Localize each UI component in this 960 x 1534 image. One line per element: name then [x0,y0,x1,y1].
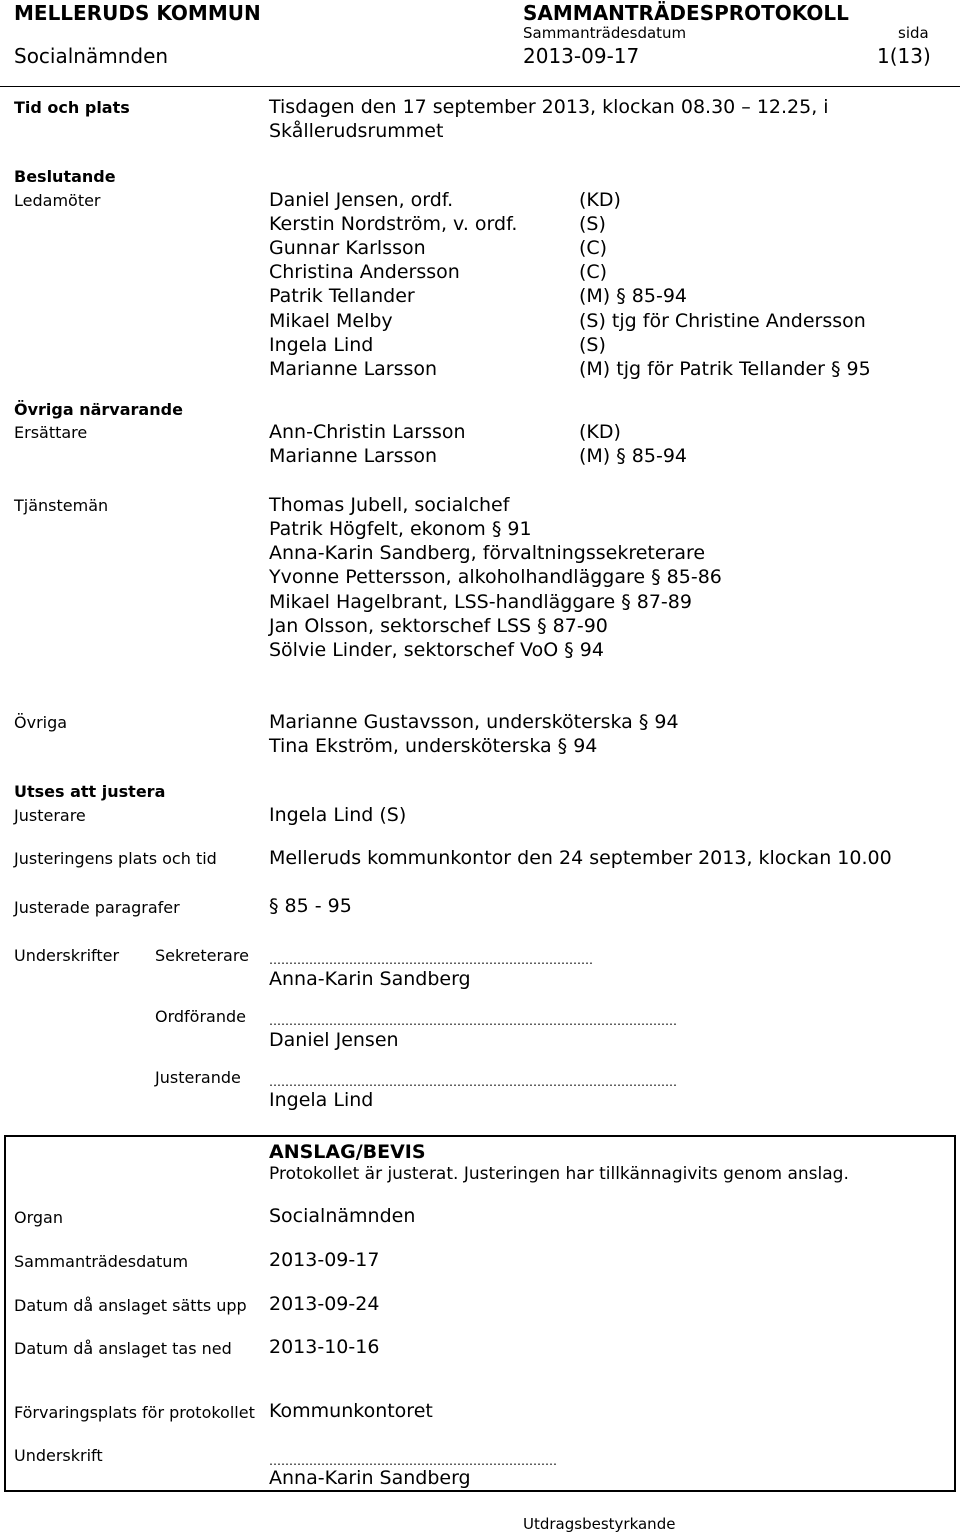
secretary-label: Sekreterare [155,946,249,965]
member-name: Gunnar Karlsson [269,237,426,259]
removed-date-label: Datum då anslaget tas ned [14,1339,232,1358]
member-note: (C) [579,237,608,259]
member-name: Patrik Tellander [269,285,415,307]
chair-label: Ordförande [155,1007,246,1026]
signature-label: Underskrift [14,1446,103,1465]
other-label: Övriga [14,713,68,732]
official-item: Thomas Jubell, socialchef [269,494,510,516]
chair-signature-line: ………………………………………………………………………………………… [269,1014,677,1028]
officials-label: Tjänstemän [14,496,109,515]
member-name: Christina Andersson [269,261,460,283]
adjuster-name: Ingela Lind (S) [269,804,407,826]
removed-date: 2013-10-16 [269,1336,380,1358]
official-item: Anna-Karin Sandberg, förvaltningssekreterare [269,542,706,564]
secretary-name: Anna-Karin Sandberg [269,968,471,990]
notice-text: Protokollet är justerat. Justeringen har tillkännagivits genom anslag. [269,1164,849,1184]
adjusting-name: Ingela Lind [269,1089,374,1111]
meeting-date: 2013-09-17 [523,44,640,68]
member-note: (M) § 85-94 [579,285,688,307]
member-note: (S) [579,334,606,356]
footer-certification: Utdragsbestyrkande [523,1515,676,1533]
official-item: Yvonne Pettersson, alkoholhandläggare § 85-86 [269,566,722,588]
member-note: (M) tjg för Patrik Tellander § 95 [579,358,871,380]
notice-meeting-date: 2013-09-17 [269,1249,380,1271]
member-note: (S) [579,213,606,235]
member-name: Mikael Melby [269,310,393,332]
member-name: Ingela Lind [269,334,374,356]
organ-value: Socialnämnden [269,1205,416,1227]
other-item: Marianne Gustavsson, undersköterska § 94 [269,711,679,733]
notice-title: ANSLAG/BEVIS [269,1141,426,1163]
official-item: Jan Olsson, sektorschef LSS § 87-90 [269,615,608,637]
decision-makers-heading: Beslutande [14,167,116,186]
posted-date: 2013-09-24 [269,1293,380,1315]
member-name: Marianne Larsson [269,358,438,380]
header-divider [0,86,960,87]
document-type: SAMMANTRÄDESPROTOKOLL [523,1,849,25]
signatures-label: Underskrifter [14,946,120,965]
member-note: (C) [579,261,608,283]
substitute-note: (KD) [579,421,621,443]
notice-meeting-date-label: Sammanträdesdatum [14,1252,189,1271]
member-name: Daniel Jensen, ordf. [269,189,454,211]
substitute-name: Ann-Christin Larsson [269,421,466,443]
substitute-note: (M) § 85-94 [579,445,688,467]
substitutes-label: Ersättare [14,423,88,442]
other-item: Tina Ekström, undersköterska § 94 [269,735,598,757]
adjuster-label: Justerare [14,806,86,825]
municipality-name: MELLERUDS KOMMUN [14,1,261,25]
page-number: 1(13) [877,44,931,68]
storage-label: Förvaringsplats för protokollet [14,1403,255,1422]
time-place-line1: Tisdagen den 17 september 2013, klockan 08.30 – 12.25, i [269,96,829,118]
others-present-heading: Övriga närvarande [14,400,183,419]
member-note: (KD) [579,189,621,211]
members-label: Ledamöter [14,191,101,210]
page-label: sida [898,24,929,42]
time-place-label: Tid och plats [14,98,130,117]
committee-name: Socialnämnden [14,44,169,68]
adjust-heading: Utses att justera [14,782,166,801]
posted-date-label: Datum då anslaget sätts upp [14,1296,247,1315]
member-note: (S) tjg för Christine Andersson [579,310,866,332]
adjusted-paragraphs: § 85 - 95 [269,895,352,917]
official-item: Mikael Hagelbrant, LSS-handläggare § 87-89 [269,591,692,613]
substitute-name: Marianne Larsson [269,445,438,467]
secretary-signature-line: ……………………………………………………………………… [269,953,593,967]
member-name: Kerstin Nordström, v. ordf. [269,213,518,235]
adjusted-paragraphs-label: Justerade paragrafer [14,898,180,917]
time-place-line2: Skållerudsrummet [269,120,444,142]
organ-label: Organ [14,1208,63,1227]
adjust-place: Melleruds kommunkontor den 24 september 2013, klockan 10.00 [269,847,892,869]
adjusting-label: Justerande [155,1068,241,1087]
notice-signature-line: ……………………………………………………………… [269,1454,557,1468]
official-item: Patrik Högfelt, ekonom § 91 [269,518,532,540]
chair-name: Daniel Jensen [269,1029,399,1051]
official-item: Sölvie Linder, sektorschef VoO § 94 [269,639,604,661]
adjusting-signature-line: ………………………………………………………………………………………… [269,1075,677,1089]
date-label: Sammanträdesdatum [523,24,687,42]
storage-place: Kommunkontoret [269,1400,433,1422]
notice-signer: Anna-Karin Sandberg [269,1467,471,1489]
adjust-place-label: Justeringens plats och tid [14,849,217,868]
